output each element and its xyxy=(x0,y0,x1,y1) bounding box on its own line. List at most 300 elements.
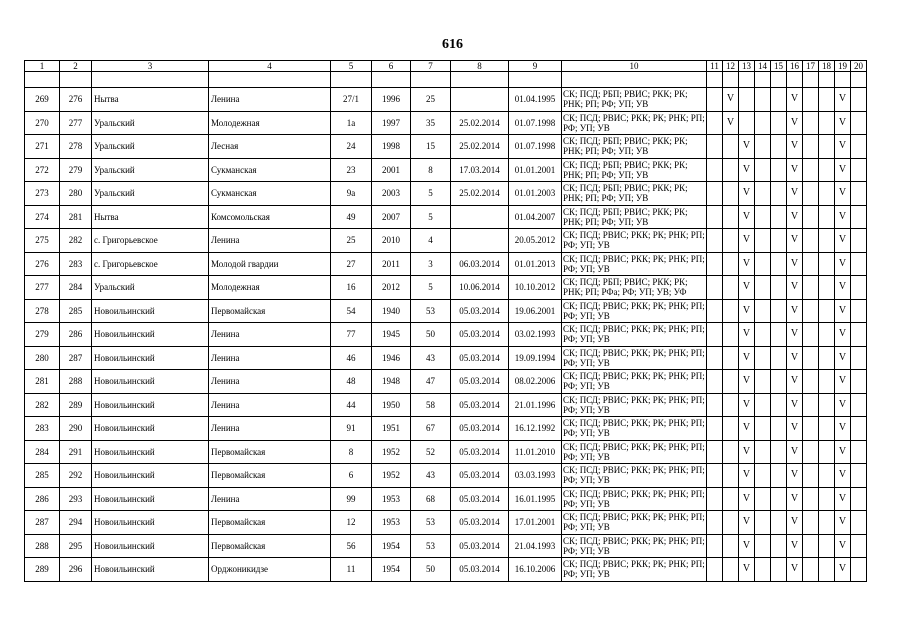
table-row xyxy=(25,252,867,276)
spacer-cell xyxy=(787,72,803,88)
flag-cell-16: V xyxy=(787,464,803,488)
flag-cell-17 xyxy=(803,323,819,347)
flag-cell-18 xyxy=(819,135,835,159)
repair-types-cell: СК; ПСД; РВИС; РКК; РК; РНК; РП; РФ; УП; УВ xyxy=(563,300,705,321)
flag-cell-19: V xyxy=(835,88,851,112)
flag-cell-16: V xyxy=(787,370,803,394)
row-index-cell: 278 xyxy=(25,299,60,323)
wear-percent-cell: 50 xyxy=(411,558,451,582)
spacer-cell xyxy=(755,72,771,88)
street-cell: Сукманская xyxy=(209,158,331,182)
flag-cell-13: V xyxy=(739,417,755,441)
table-row xyxy=(25,276,867,300)
flag-cell-19: V xyxy=(835,299,851,323)
flag-cell-14 xyxy=(755,393,771,417)
flag-cell-12 xyxy=(723,464,739,488)
build-year-cell: 2003 xyxy=(372,182,411,206)
flag-cell-13: V xyxy=(739,393,755,417)
flag-cell-14 xyxy=(755,229,771,253)
house-number-cell: 24 xyxy=(331,135,372,159)
flag-cell-12 xyxy=(723,393,739,417)
house-number-cell: 49 xyxy=(331,205,372,229)
flag-cell-11 xyxy=(707,346,723,370)
street-cell: Первомайская xyxy=(209,440,331,464)
flag-cell-19: V xyxy=(835,534,851,558)
flag-cell-13 xyxy=(739,111,755,135)
column-header-9: 9 xyxy=(509,61,562,72)
object-number-cell: 287 xyxy=(60,346,92,370)
object-number-cell: 282 xyxy=(60,229,92,253)
object-number-cell: 280 xyxy=(60,182,92,206)
flag-cell-16: V xyxy=(787,252,803,276)
flag-cell-17 xyxy=(803,135,819,159)
flag-cell-18 xyxy=(819,182,835,206)
flag-cell-11 xyxy=(707,370,723,394)
table-row xyxy=(25,511,867,535)
object-number-cell: 279 xyxy=(60,158,92,182)
repair-types-cell: СК; ПСД; РБП; РВИС; РКК; РК; РНК; РП; РФ; УП; УВ xyxy=(562,205,707,229)
flag-cell-12 xyxy=(723,205,739,229)
table-row xyxy=(25,158,867,182)
flag-cell-19: V xyxy=(835,158,851,182)
flag-cell-11 xyxy=(707,88,723,112)
flag-cell-18 xyxy=(819,393,835,417)
flag-cell-20 xyxy=(851,276,867,300)
flag-cell-17 xyxy=(803,111,819,135)
row-index-cell: 279 xyxy=(25,323,60,347)
table-row xyxy=(25,346,867,370)
street-cell: Ленина xyxy=(209,323,331,347)
row-index-cell: 283 xyxy=(25,417,60,441)
table-row xyxy=(25,440,867,464)
column-header-8: 8 xyxy=(451,61,509,72)
spacer-cell xyxy=(451,72,509,88)
flag-cell-14 xyxy=(755,323,771,347)
spacer-row xyxy=(25,72,867,88)
street-cell: Молодежная xyxy=(209,111,331,135)
house-number-cell: 54 xyxy=(331,299,372,323)
flag-cell-13: V xyxy=(739,558,755,582)
settlement-cell: Новоильинский xyxy=(92,346,209,370)
repair-date-cell: 01.01.2003 xyxy=(509,182,562,206)
build-year-cell: 1997 xyxy=(372,111,411,135)
table-row xyxy=(25,464,867,488)
house-number-cell: 9а xyxy=(331,182,372,206)
street-cell: Первомайская xyxy=(209,299,331,323)
table-row xyxy=(25,205,867,229)
flag-cell-19: V xyxy=(835,205,851,229)
flag-cell-20 xyxy=(851,440,867,464)
street-cell: Молодежная xyxy=(209,276,331,300)
flag-cell-13: V xyxy=(739,440,755,464)
build-year-cell: 2012 xyxy=(372,276,411,300)
street-cell: Ленина xyxy=(209,393,331,417)
flag-cell-14 xyxy=(755,299,771,323)
flag-cell-20 xyxy=(851,370,867,394)
spacer-cell xyxy=(803,72,819,88)
wear-percent-cell: 68 xyxy=(411,487,451,511)
flag-cell-14 xyxy=(755,182,771,206)
flag-cell-17 xyxy=(803,417,819,441)
flag-cell-15 xyxy=(771,346,787,370)
house-number-cell: 46 xyxy=(331,346,372,370)
flag-cell-17 xyxy=(803,464,819,488)
flag-cell-16: V xyxy=(787,487,803,511)
flag-cell-17 xyxy=(803,558,819,582)
flag-cell-16: V xyxy=(787,417,803,441)
flag-cell-18 xyxy=(819,417,835,441)
flag-cell-17 xyxy=(803,511,819,535)
settlement-cell: с. Григорьевское xyxy=(92,252,209,276)
flag-cell-13: V xyxy=(739,252,755,276)
row-index-cell: 286 xyxy=(25,487,60,511)
flag-cell-12 xyxy=(723,534,739,558)
flag-cell-12 xyxy=(723,276,739,300)
flag-cell-20 xyxy=(851,417,867,441)
row-index-cell: 287 xyxy=(25,511,60,535)
flag-cell-13 xyxy=(739,88,755,112)
flag-cell-15 xyxy=(771,464,787,488)
flag-cell-13: V xyxy=(739,487,755,511)
object-number-cell: 278 xyxy=(60,135,92,159)
column-header-12: 12 xyxy=(723,61,739,72)
column-header-19: 19 xyxy=(835,61,851,72)
build-year-cell: 1996 xyxy=(372,88,411,112)
settlement-cell: Новоильинский xyxy=(92,487,209,511)
flag-cell-20 xyxy=(851,558,867,582)
settlement-cell: Новоильинский xyxy=(92,393,209,417)
flag-cell-14 xyxy=(755,417,771,441)
repair-types-cell: СК; ПСД; РВИС; РКК; РК; РНК; РП; РФ; УП; УВ xyxy=(563,512,705,533)
settlement-cell: Новоильинский xyxy=(92,534,209,558)
repair-types-cell: СК; ПСД; РВИС; РКК; РК; РНК; РП; РФ; УП; УВ xyxy=(563,347,705,368)
build-year-cell: 1953 xyxy=(372,487,411,511)
house-number-cell: 27/1 xyxy=(331,88,372,112)
object-number-cell: 283 xyxy=(60,252,92,276)
repair-date-cell: 17.01.2001 xyxy=(509,511,562,535)
repair-date-cell: 01.01.2001 xyxy=(509,158,562,182)
flag-cell-16: V xyxy=(787,299,803,323)
flag-cell-11 xyxy=(707,135,723,159)
flag-cell-15 xyxy=(771,205,787,229)
repair-types-cell: СК; ПСД; РВИС; РКК; РК; РНК; РП; РФ; УП; УВ xyxy=(563,371,705,392)
flag-cell-18 xyxy=(819,464,835,488)
flag-cell-19: V xyxy=(835,464,851,488)
flag-cell-17 xyxy=(803,182,819,206)
house-number-cell: 6 xyxy=(331,464,372,488)
repair-types-cell: СК; ПСД; РВИС; РКК; РК; РНК; РП; РФ; УП; УВ xyxy=(563,535,705,556)
column-header-3: 3 xyxy=(92,61,209,72)
flag-cell-15 xyxy=(771,534,787,558)
inspection-date-cell: 06.03.2014 xyxy=(451,252,509,276)
flag-cell-13: V xyxy=(739,182,755,206)
flag-cell-15 xyxy=(771,182,787,206)
inspection-date-cell: 05.03.2014 xyxy=(451,346,509,370)
flag-cell-12 xyxy=(723,487,739,511)
column-header-1: 1 xyxy=(25,61,60,72)
wear-percent-cell: 43 xyxy=(411,346,451,370)
wear-percent-cell: 50 xyxy=(411,323,451,347)
inspection-date-cell: 05.03.2014 xyxy=(451,393,509,417)
flag-cell-11 xyxy=(707,511,723,535)
table-row xyxy=(25,299,867,323)
inspection-date-cell: 05.03.2014 xyxy=(451,487,509,511)
flag-cell-18 xyxy=(819,229,835,253)
inspection-date-cell xyxy=(451,229,509,253)
build-year-cell: 1950 xyxy=(372,393,411,417)
flag-cell-17 xyxy=(803,205,819,229)
row-index-cell: 284 xyxy=(25,440,60,464)
row-index-cell: 272 xyxy=(25,158,60,182)
flag-cell-17 xyxy=(803,393,819,417)
build-year-cell: 1954 xyxy=(372,534,411,558)
housing-register-table xyxy=(24,60,867,582)
flag-cell-12 xyxy=(723,511,739,535)
street-cell: Сукманская xyxy=(209,182,331,206)
row-index-cell: 280 xyxy=(25,346,60,370)
flag-cell-18 xyxy=(819,299,835,323)
flag-cell-19: V xyxy=(835,558,851,582)
repair-date-cell: 08.02.2006 xyxy=(509,370,562,394)
object-number-cell: 292 xyxy=(60,464,92,488)
flag-cell-11 xyxy=(707,534,723,558)
object-number-cell: 289 xyxy=(60,393,92,417)
wear-percent-cell: 53 xyxy=(411,534,451,558)
house-number-cell: 8 xyxy=(331,440,372,464)
house-number-cell: 44 xyxy=(331,393,372,417)
object-number-cell: 284 xyxy=(60,276,92,300)
flag-cell-16: V xyxy=(787,88,803,112)
spacer-cell xyxy=(60,72,92,88)
flag-cell-12 xyxy=(723,135,739,159)
table-row xyxy=(25,370,867,394)
flag-cell-12: V xyxy=(723,111,739,135)
column-header-5: 5 xyxy=(331,61,372,72)
column-header-14: 14 xyxy=(755,61,771,72)
object-number-cell: 294 xyxy=(60,511,92,535)
flag-cell-15 xyxy=(771,323,787,347)
inspection-date-cell: 05.03.2014 xyxy=(451,417,509,441)
spacer-cell xyxy=(25,72,60,88)
street-cell: Ленина xyxy=(209,88,331,112)
wear-percent-cell: 35 xyxy=(411,111,451,135)
flag-cell-16: V xyxy=(787,511,803,535)
inspection-date-cell: 05.03.2014 xyxy=(451,440,509,464)
flag-cell-13: V xyxy=(739,323,755,347)
repair-types-cell: СК; ПСД; РВИС; РКК; РК; РНК; РП; РФ; УП; УВ xyxy=(563,559,705,580)
repair-types-cell: СК; ПСД; РВИС; РКК; РК; РНК; РП; РФ; УП; УВ xyxy=(563,253,705,274)
repair-date-cell: 21.04.1993 xyxy=(509,534,562,558)
wear-percent-cell: 8 xyxy=(411,158,451,182)
inspection-date-cell: 05.03.2014 xyxy=(451,464,509,488)
flag-cell-11 xyxy=(707,393,723,417)
house-number-cell: 23 xyxy=(331,158,372,182)
house-number-cell: 25 xyxy=(331,229,372,253)
row-index-cell: 281 xyxy=(25,370,60,394)
spacer-cell xyxy=(851,72,867,88)
column-header-4: 4 xyxy=(209,61,331,72)
page-number: 616 xyxy=(442,37,463,52)
flag-cell-11 xyxy=(707,205,723,229)
inspection-date-cell xyxy=(451,205,509,229)
settlement-cell: Уральский xyxy=(92,158,209,182)
object-number-cell: 285 xyxy=(60,299,92,323)
object-number-cell: 290 xyxy=(60,417,92,441)
settlement-cell: Новоильинский xyxy=(92,511,209,535)
flag-cell-19: V xyxy=(835,111,851,135)
object-number-cell: 293 xyxy=(60,487,92,511)
object-number-cell: 277 xyxy=(60,111,92,135)
flag-cell-11 xyxy=(707,252,723,276)
spacer-cell xyxy=(411,72,451,88)
column-header-15: 15 xyxy=(771,61,787,72)
row-index-cell: 276 xyxy=(25,252,60,276)
repair-date-cell: 16.12.1992 xyxy=(509,417,562,441)
table-row xyxy=(25,135,867,159)
wear-percent-cell: 43 xyxy=(411,464,451,488)
flag-cell-11 xyxy=(707,299,723,323)
flag-cell-18 xyxy=(819,111,835,135)
flag-cell-19: V xyxy=(835,511,851,535)
object-number-cell: 291 xyxy=(60,440,92,464)
flag-cell-19: V xyxy=(835,229,851,253)
flag-cell-11 xyxy=(707,111,723,135)
repair-types-cell: СК; ПСД; РБП; РВИС; РКК; РК; РНК; РП; РФ; УП; УВ xyxy=(562,88,707,112)
flag-cell-14 xyxy=(755,511,771,535)
flag-cell-15 xyxy=(771,440,787,464)
settlement-cell: Новоильинский xyxy=(92,323,209,347)
repair-date-cell: 19.06.2001 xyxy=(509,299,562,323)
flag-cell-18 xyxy=(819,440,835,464)
flag-cell-13: V xyxy=(739,464,755,488)
column-header-18: 18 xyxy=(819,61,835,72)
spacer-cell xyxy=(723,72,739,88)
flag-cell-12 xyxy=(723,182,739,206)
flag-cell-20 xyxy=(851,393,867,417)
street-cell: Первомайская xyxy=(209,511,331,535)
row-index-cell: 289 xyxy=(25,558,60,582)
flag-cell-20 xyxy=(851,111,867,135)
flag-cell-17 xyxy=(803,299,819,323)
flag-cell-12 xyxy=(723,370,739,394)
repair-date-cell: 01.07.1998 xyxy=(509,135,562,159)
street-cell: Первомайская xyxy=(209,464,331,488)
street-cell: Лесная xyxy=(209,135,331,159)
flag-cell-19: V xyxy=(835,252,851,276)
flag-cell-18 xyxy=(819,511,835,535)
inspection-date-cell: 05.03.2014 xyxy=(451,370,509,394)
repair-types-cell: СК; ПСД; РВИС; РКК; РК; РНК; РП; РФ; УП; УВ xyxy=(563,112,705,133)
flag-cell-14 xyxy=(755,205,771,229)
row-index-cell: 275 xyxy=(25,229,60,253)
flag-cell-11 xyxy=(707,440,723,464)
build-year-cell: 1948 xyxy=(372,370,411,394)
flag-cell-13: V xyxy=(739,276,755,300)
flag-cell-11 xyxy=(707,323,723,347)
wear-percent-cell: 4 xyxy=(411,229,451,253)
build-year-cell: 1954 xyxy=(372,558,411,582)
flag-cell-15 xyxy=(771,88,787,112)
build-year-cell: 2001 xyxy=(372,158,411,182)
flag-cell-12 xyxy=(723,299,739,323)
flag-cell-13: V xyxy=(739,534,755,558)
flag-cell-18 xyxy=(819,88,835,112)
flag-cell-15 xyxy=(771,111,787,135)
flag-cell-16: V xyxy=(787,229,803,253)
spacer-cell xyxy=(92,72,209,88)
repair-types-cell: СК; ПСД; РВИС; РКК; РК; РНК; РП; РФ; УП; УВ xyxy=(563,488,705,509)
settlement-cell: Новоильинский xyxy=(92,464,209,488)
flag-cell-20 xyxy=(851,464,867,488)
row-index-cell: 282 xyxy=(25,393,60,417)
spacer-cell xyxy=(771,72,787,88)
house-number-cell: 48 xyxy=(331,370,372,394)
flag-cell-12 xyxy=(723,417,739,441)
flag-cell-17 xyxy=(803,346,819,370)
street-cell: Орджоникидзе xyxy=(209,558,331,582)
inspection-date-cell: 05.03.2014 xyxy=(451,534,509,558)
flag-cell-17 xyxy=(803,487,819,511)
settlement-cell: Уральский xyxy=(92,276,209,300)
settlement-cell: Новоильинский xyxy=(92,440,209,464)
street-cell: Ленина xyxy=(209,229,331,253)
flag-cell-14 xyxy=(755,558,771,582)
flag-cell-14 xyxy=(755,252,771,276)
repair-types-cell: СК; ПСД; РВИС; РКК; РК; РНК; РП; РФ; УП; УВ xyxy=(563,394,705,415)
build-year-cell: 1952 xyxy=(372,464,411,488)
flag-cell-15 xyxy=(771,299,787,323)
flag-cell-17 xyxy=(803,158,819,182)
flag-cell-18 xyxy=(819,346,835,370)
flag-cell-16: V xyxy=(787,393,803,417)
house-number-cell: 12 xyxy=(331,511,372,535)
flag-cell-16: V xyxy=(787,276,803,300)
column-header-13: 13 xyxy=(739,61,755,72)
house-number-cell: 27 xyxy=(331,252,372,276)
build-year-cell: 1953 xyxy=(372,511,411,535)
flag-cell-16: V xyxy=(787,346,803,370)
wear-percent-cell: 52 xyxy=(411,440,451,464)
flag-cell-19: V xyxy=(835,370,851,394)
wear-percent-cell: 53 xyxy=(411,299,451,323)
object-number-cell: 295 xyxy=(60,534,92,558)
flag-cell-20 xyxy=(851,299,867,323)
repair-date-cell: 03.03.1993 xyxy=(509,464,562,488)
build-year-cell: 1951 xyxy=(372,417,411,441)
flag-cell-20 xyxy=(851,158,867,182)
flag-cell-15 xyxy=(771,417,787,441)
flag-cell-16: V xyxy=(787,135,803,159)
spacer-cell xyxy=(372,72,411,88)
flag-cell-15 xyxy=(771,135,787,159)
wear-percent-cell: 25 xyxy=(411,88,451,112)
flag-cell-15 xyxy=(771,393,787,417)
column-header-20: 20 xyxy=(851,61,867,72)
repair-types-cell: СК; ПСД; РБП; РВИС; РКК; РК; РНК; РП; РФа; РФ; УП; УВ; УФ xyxy=(562,276,707,300)
inspection-date-cell: 05.03.2014 xyxy=(451,558,509,582)
repair-types-cell: СК; ПСД; РБП; РВИС; РКК; РК; РНК; РП; РФ; УП; УВ xyxy=(562,135,707,159)
flag-cell-12 xyxy=(723,158,739,182)
flag-cell-18 xyxy=(819,323,835,347)
flag-cell-19: V xyxy=(835,135,851,159)
flag-cell-20 xyxy=(851,252,867,276)
repair-date-cell: 16.01.1995 xyxy=(509,487,562,511)
flag-cell-13: V xyxy=(739,370,755,394)
flag-cell-19: V xyxy=(835,393,851,417)
inspection-date-cell: 25.02.2014 xyxy=(451,182,509,206)
inspection-date-cell: 25.02.2014 xyxy=(451,111,509,135)
flag-cell-11 xyxy=(707,182,723,206)
